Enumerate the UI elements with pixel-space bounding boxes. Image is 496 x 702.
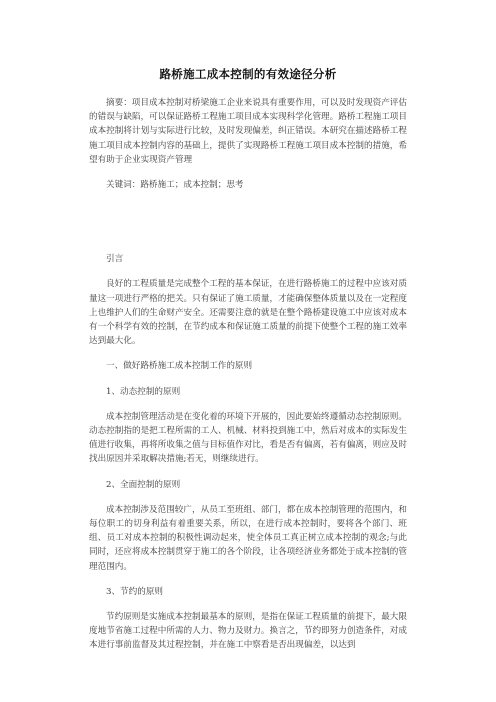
subsection1-paragraph: 成本控制管理活动是在变化着的环境下开展的，因此要始终遵循动态控制原则。动态控制指的是把工程所需的工人、机械、材料投到施工中，然后对成本的实际发生值进行收集，再将所收集之值与目标值作对比，看是否有偏离，若有偏离，则应及时找出原因并采取解决措施;若无，则继续进行。 — [89, 411, 407, 465]
intro-heading: 引言 — [106, 254, 124, 265]
keywords-line: 关键词：路桥施工；成本控制；思考 — [106, 180, 244, 191]
document-body — [89, 96, 407, 653]
subsection2-paragraph: 成本控制涉及范围较广，从员工至班组、部门，都在成本控制管理的范围内，和每位职工的切身利益有着重要关系，所以，在进行成本控制时，要将各个部门、班组、员工对成本控制的积极性调动起来，使全体员工真正树立成本控制的观念;与此同时，还应将成本控制贯穿于施工的各个阶段，让各项经济业务都处于成本控制的管理范围内。 — [89, 504, 407, 572]
abstract-paragraph: 摘要：项目成本控制对桥梁施工企业来说具有重要作用，可以及时发现资产评估的错误与缺陷，可以保证路桥工程施工项目成本实现科学化管理。路桥工程施工项目成本控制将计划与实际进行比较，及时发现偏差，纠正错误。本研究在描述路桥工程施工项目成本控制内容的基础上，提供了实现路桥工程施工项目成本控制的措施，希望有助于企业实现资产管理 — [89, 98, 407, 165]
subsection1-heading: 1、动态控制的原则 — [106, 386, 181, 397]
subsection3-heading: 3、节约的原则 — [106, 586, 164, 597]
subsection2-heading: 2、全面控制的原则 — [106, 479, 181, 490]
intro-paragraph: 良好的工程质量是完成整个工程的基本保证，在进行路桥施工的过程中应该对质量这一项进行严格的把关。只有保证了施工质量，才能确保整体质量以及在一定程度上也维护人们的生命财产安全。还需要注意的就是在整个路桥建设施工中应该对成本有一个科学有效的控制，在节约成本和保证施工质量的前提下使整个工程的施工效率达到最大化。 — [89, 279, 407, 347]
subsection3-paragraph: 节约原则是实施成本控制最基本的原则，是指在保证工程质量的前提下，最大限度地节省施工过程中所需的人力、物力及财力。换言之，节约即努力创造条件，对成本进行事前监督及其过程控制，并在施工中察看是否出现偏差，以达到 — [89, 612, 407, 651]
section1-heading: 一、做好路桥施工成本控制工作的原则 — [106, 361, 253, 372]
document-title: 路桥施工成本控制的有效途径分析 — [159, 67, 337, 81]
